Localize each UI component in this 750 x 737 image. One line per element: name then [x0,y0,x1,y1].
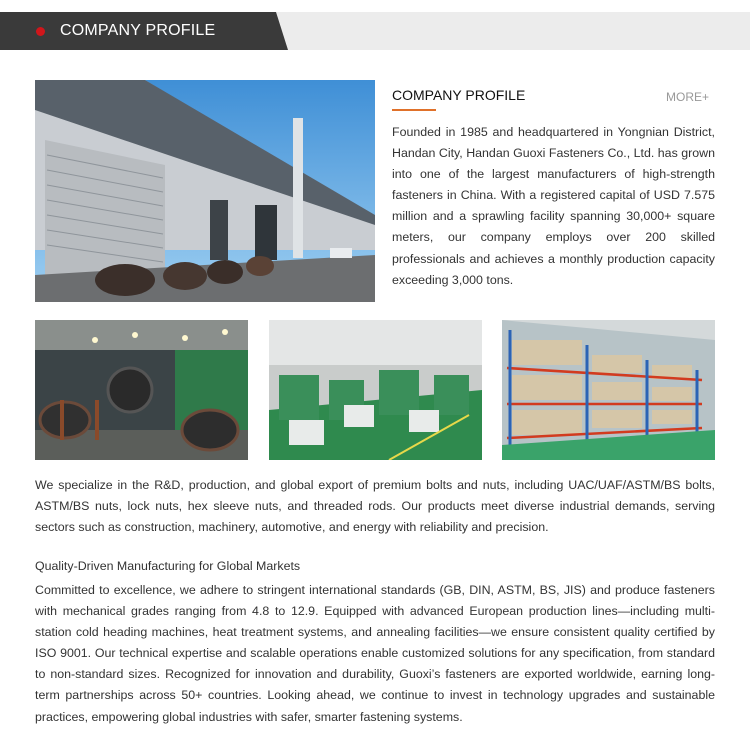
more-link[interactable]: MORE+ [666,90,710,104]
warehouse-racks-photo [502,320,715,460]
quality-heading: Quality-Driven Manufacturing for Global Markets [35,559,301,573]
banner-title: COMPANY PROFILE [60,22,216,39]
products-paragraph: We specialize in the R&D, production, and global export of premium bolts and nuts, including UAC/UAF/ASTM/BS bolts, ASTM/BS nuts, lock nuts, hex sleeve nuts, and threaded rods. Our products meet diverse industrial demands, serving sectors such as construction, machinery, automotive, and energy with reliability and precision. [35,478,715,535]
section-banner [0,12,750,50]
factory-exterior-photo [35,80,375,302]
bullet-dot-icon [36,27,45,36]
cold-heading-machines-photo [269,320,482,460]
wire-coil-workshop-photo [35,320,248,460]
intro-title-underline [392,109,436,111]
quality-paragraph: Committed to excellence, we adhere to stringent international standards (GB, DIN, ASTM, BS, JIS) and produce fasteners with mechanical grades ranging from 4.8 to 12.9. Equipped with advanced European production lines—including multi-station cold heading machines, heat treatment systems, and annealing facilities—we ensure consistent quality certified by ISO 9001. Our technical expertise and scalable operations enable customized solutions for any specification, from standard to non-standard sizes. Recognized for innovation and durability, Guoxi’s fasteners are exported worldwide, earning long-term partnerships across 50+ countries. Looking ahead, we continue to invest in technology upgrades and sustainable practices, empowering global industries with safer, smarter fastening systems. [35,583,715,724]
intro-text: Founded in 1985 and headquartered in Yongnian District, Handan City, Handan Guoxi Fasteners Co., Ltd. has grown into one of the largest manufacturers of high-strength fasteners in China. With a registered capital of USD 7.575 million and a sprawling facility spanning 30,000+ square meters, our company employs over 200 skilled professionals and achieves a monthly production capacity exceeding 3,000 tons. [392,125,715,287]
intro-title: COMPANY PROFILE [392,87,526,103]
